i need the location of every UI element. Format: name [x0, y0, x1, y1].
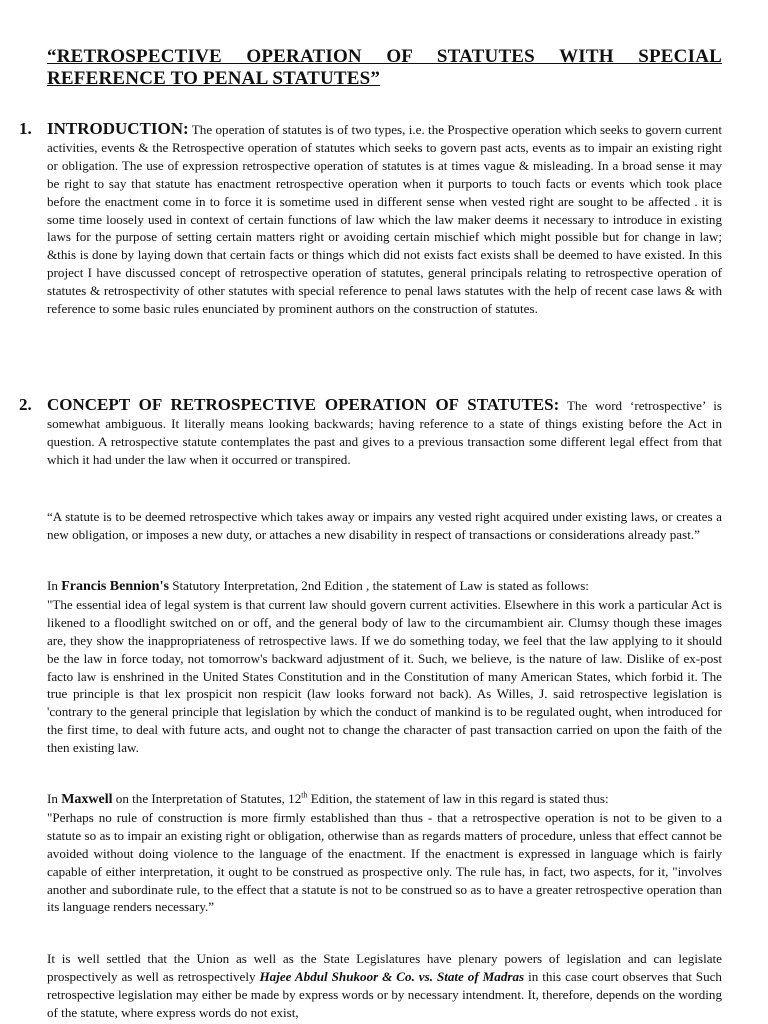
maxwell-paragraph — [47, 790, 722, 916]
title-line-1: “RETROSPECTIVE OPERATION OF STATUTES WITH SPECIAL — [47, 46, 722, 67]
definition-quote: “A statute is to be deemed retrospective which takes away or impairs any vested right acquired under existing laws, or creates a new obligation, or imposes a new duty, or attaches a new disability in respect of transactions or considerations already past.” — [47, 509, 722, 542]
section-text: The operation of statutes is of two types, i.e. the Prospective operation which seeks to govern current activities, events & the Retrospective operation of statutes which seeks to govern past acts, events as to impair an existing right or obligation. The use of expression retrospective operation of statutes is at times vague & misleading. In a broad sense it may be right to say that statute has enactment retrospective operation when it purports to touch facts or events which took place before the enactment come in to force it is sometime used in different sense when vested right are sought to be affected . it is some time loosely used in context of certain functions of law which the law maker deems it necessary to introduce in existing laws for the purpose of setting certain matters right or avoiding certain mischief which might possible but for change in law; &this is done by laying down that certain facts or things which did not exists fact exists shall be deemed to have existed. In this project I have discussed concept of retrospective operation of statutes, general principals relating to retrospective operation of statutes & retrospectivity of other statutes with special reference to penal laws statutes with the help of recent case laws & with reference to some basic rules enunciated by prominent authors on the construction of statutes. — [47, 122, 722, 317]
document-page — [19, 46, 722, 1020]
edition-superscript: th — [301, 790, 308, 800]
title-line-2: REFERENCE TO PENAL STATUTES” — [47, 68, 381, 89]
document-title — [47, 46, 722, 90]
section-introduction — [19, 119, 722, 318]
closing-post: in this case court observes that Such retrospective legislation may either be made by express words or by necessary intendment. It, therefore, depends on the wording of the statute, where express words do not exist, — [47, 968, 722, 1020]
section-number: 2. — [19, 395, 32, 414]
bennion-paragraph — [47, 577, 722, 757]
bennion-intro-pre: In — [47, 578, 62, 593]
section-text: The word ‘retrospective’ is somewhat ambiguous. It literally means looking backwards; having reference to a state of things existing before the Act in question. A retrospective statute contemplates the past and gives to a previous transaction some different legal effect from that which it had under the law when it occurred or transpired. — [47, 398, 722, 467]
bennion-quote: "The essential idea of legal system is that current law should govern current activities. Elsewhere in this work a particular Act is likened to a floodlight switched on or off, and the general body of law to the circumambient air. Clumsy though these images are, they show the inappropriateness of retrospective laws. If we do something today, we feel that the law applying to it should be the law in force today, not tomorrow's backward adjustment of it. Such, we believe, is the nature of law. Dislike of ex-post facto law is enshrined in the United States Constitution and in the Constitution of many American States, which forbid it. The true principle is that lex prospicit non respicit (law looks forward not back). As Willes, J. said retrospective legislation is 'contrary to the general principle that legislation by which the conduct of mankind is to be regulated ought, when introduced for the first time, to deal with future acts, and ought not to change the character of past transaction carried on upon the faith of the then existing law. — [47, 596, 722, 756]
maxwell-intro-pre: In — [47, 791, 62, 806]
maxwell-name: Maxwell — [61, 792, 113, 807]
maxwell-quote: "Perhaps no rule of construction is more firmly established than thus - that a retrospective operation is not to be given to a statute so as to impair an existing right or obligation, otherwise than as regards matters of procedure, unless that effect cannot be avoided without doing violence to the language of the enactment. If the enactment is expressed in language which is fairly capable of either interpretation, it ought to be construed as prospective only. The rule has, in fact, two aspects, for it, "involves another and subordinate rule, to the effect that a statute is not to be construed so as to have a greater retrospective operation than its language renders necessary.” — [47, 809, 722, 915]
section-number: 1. — [19, 119, 32, 138]
section-heading: INTRODUCTION: — [47, 119, 189, 138]
maxwell-intro-mid: on the Interpretation of Statutes, 12 — [112, 791, 302, 806]
closing-paragraph — [47, 950, 722, 1022]
maxwell-intro-post: Edition, the statement of law in this regard is stated thus: — [307, 791, 609, 806]
closing-pre: It is well settled that the Union as well as the State Legislatures have plenary powers of legislation and can legislate prospectively as well as retrospectively — [47, 951, 722, 984]
bennion-intro-post: Statutory Interpretation, 2nd Edition , the statement of Law is stated as follows: — [168, 578, 589, 593]
bennion-name: Francis Bennion's — [61, 579, 169, 594]
section-concept — [19, 395, 722, 469]
case-citation: Hajee Abdul Shukoor & Co. vs. State of Madras — [259, 968, 525, 984]
section-heading: CONCEPT OF RETROSPECTIVE OPERATION OF STATUTES: — [47, 395, 560, 414]
